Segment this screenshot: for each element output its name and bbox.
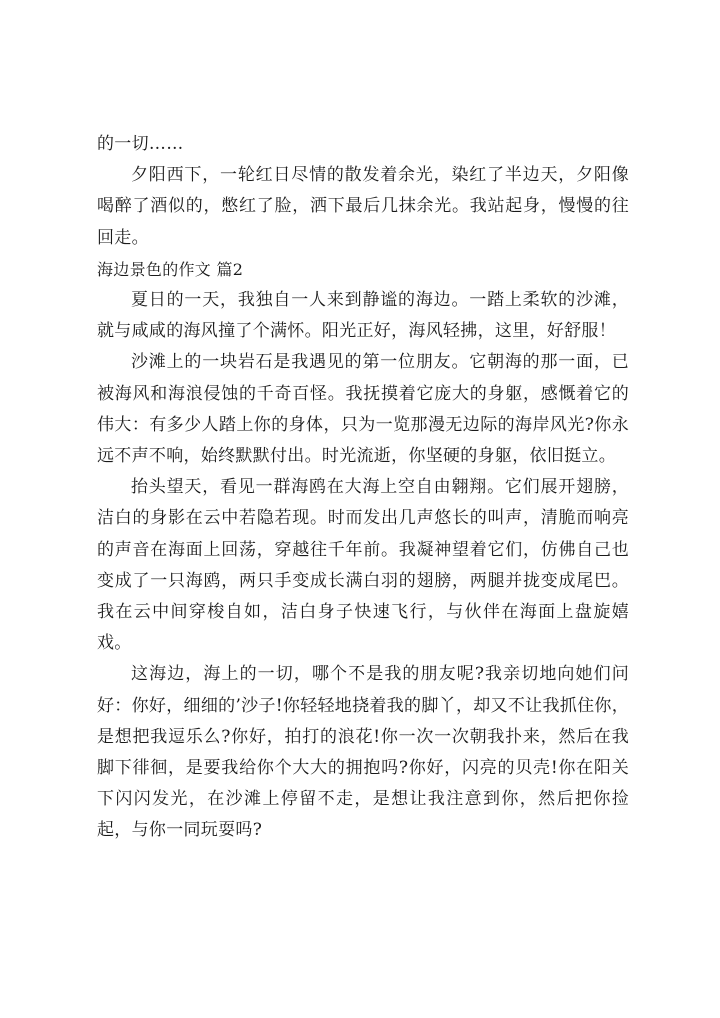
paragraph-rock: 沙滩上的一块岩石是我遇见的第一位朋友。它朝海的那一面，已被海风和海浪侵蚀的千奇百怪。我抚摸着它庞大的身躯，感慨着它的伟大：有多少人踏上你的身体，只为一览那漫无边际的海岸风光?你永远不声不响，始终默默付出。时光流逝，你坚硬的身躯，依旧挺立。 [97, 352, 629, 467]
paragraph-friends: 这海边，海上的一切，哪个不是我的朋友呢?我亲切地向她们问好：你好，细细的’沙子!你轻轻地挠着我的脚丫，却又不让我抓住你，是想把我逗乐么?你好，拍打的浪花!你一次一次朝我扑来，然后在我脚下徘徊，是要我给你个大大的拥抱吗?你好，闪亮的贝壳!你在阳关下闪闪发光，在沙滩上停留不走，是想让我注意到你，然后把你捡起，与你一同玩耍吗? [97, 664, 629, 841]
paragraph-sunset: 夕阳西下，一轮红日尽情的散发着余光，染红了半边天，夕阳像喝醉了酒似的，憋红了脸，洒下最后几抹余光。我站起身，慢慢的往回走。 [97, 165, 629, 248]
paragraph-seagulls: 抬头望天，看见一群海鸥在大海上空自由翱翔。它们展开翅膀，洁白的身影在云中若隐若现。时而发出几声悠长的叫声，清脆而响亮的声音在海面上回荡，穿越往千年前。我凝神望着它们，仿佛自己也变成了一只海鸥，两只手变成长满白羽的翅膀，两腿并拢变成尾巴。我在云中间穿梭自如，洁白身子快速飞行，与伙伴在海面上盘旋嬉戏。 [97, 477, 629, 654]
paragraph-summer-day: 夏日的一天，我独自一人来到静谧的海边。一踏上柔软的沙滩，就与咸咸的海风撞了个满怀。阳光正好，海风轻拂，这里，好舒服！ [97, 290, 629, 342]
document-body [97, 129, 629, 847]
section-heading: 海边景色的作文 篇2 [97, 259, 244, 279]
paragraph-continuation: 的一切…… [97, 134, 184, 154]
